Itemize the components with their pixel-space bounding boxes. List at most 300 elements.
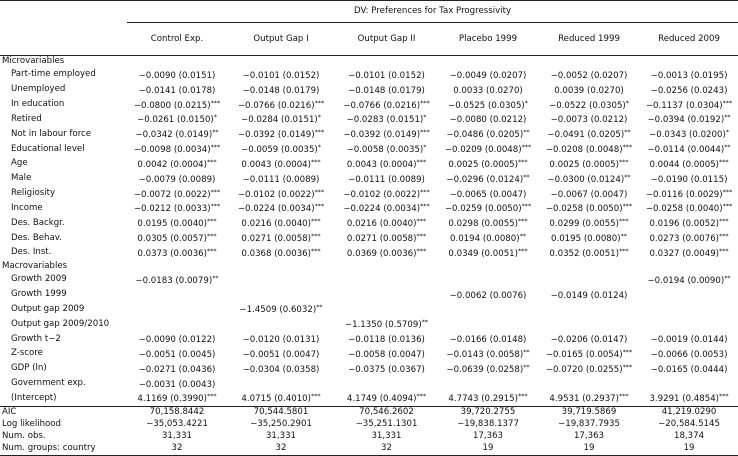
coefficient-cell <box>640 157 738 172</box>
coefficient-cell <box>127 288 227 303</box>
significance-stars: ** <box>523 362 530 371</box>
coefficient-value: −0.0098 (0.0034) <box>133 145 211 156</box>
coefficient-cell <box>640 302 738 317</box>
coefficient-value: −0.0101 (0.0152) <box>348 70 425 81</box>
coefficient-cell <box>640 377 738 392</box>
coefficient-value: −0.0194 (0.0090) <box>647 275 725 286</box>
stats-value: 17,363 <box>573 430 605 441</box>
coefficient-value: −0.0190 (0.0115) <box>650 174 728 185</box>
coefficient-cell <box>538 83 640 98</box>
significance-stars: *** <box>310 217 321 226</box>
coefficient-value: −0.0183 (0.0079) <box>135 275 213 286</box>
significance-stars: * <box>725 128 730 137</box>
coefficient-cell <box>127 112 227 127</box>
coefficient-value: −0.0148 (0.0179) <box>348 85 425 96</box>
coefficient-value: 0.0216 (0.0040) <box>346 219 417 230</box>
significance-stars: *** <box>719 232 729 241</box>
coefficient-value: 0.0305 (0.0057) <box>137 234 207 245</box>
coefficient-cell <box>438 332 538 347</box>
coefficient-cell <box>640 68 738 83</box>
table-row <box>0 317 738 332</box>
significance-stars: * <box>317 143 321 152</box>
coefficient-value: −0.0212 (0.0033) <box>133 204 211 215</box>
significance-stars: *** <box>521 202 532 211</box>
stats-value: 70,546.2602 <box>335 407 438 419</box>
table-row <box>0 112 738 127</box>
coefficient-cell <box>640 288 738 303</box>
row-label: Income <box>11 202 43 213</box>
coefficient-value: −0.0013 (0.0195) <box>650 70 728 81</box>
coefficient-cell <box>127 362 227 377</box>
coefficient-value: −0.0392 (0.0149) <box>237 130 315 141</box>
significance-stars: ** <box>523 347 530 356</box>
coefficient-value: −0.0090 (0.0122) <box>138 335 216 346</box>
coefficient-cell <box>127 98 227 113</box>
coefficient-cell <box>438 68 538 83</box>
significance-stars: *** <box>314 187 325 196</box>
table-row <box>0 142 738 157</box>
dv-title-row <box>0 1 738 23</box>
stats-label: Num. obs. <box>2 430 46 441</box>
table-row <box>0 231 738 246</box>
coefficient-cell <box>227 112 335 127</box>
significance-stars: * <box>625 98 629 107</box>
significance-stars: *** <box>622 362 633 371</box>
coefficient-value: 0.0368 (0.0036) <box>241 248 311 259</box>
coefficient-value: 0.0216 (0.0040) <box>241 219 311 230</box>
coefficient-value: 4.7743 (0.2915) <box>448 394 518 405</box>
coefficient-cell <box>227 332 335 347</box>
coefficient-cell <box>335 302 438 317</box>
coefficient-value: −0.0343 (0.0200) <box>649 130 726 141</box>
coefficient-value: 0.0352 (0.0051) <box>549 248 619 259</box>
coefficient-cell <box>640 246 738 261</box>
row-label: Des. Backgr. <box>11 217 65 228</box>
coefficient-cell <box>127 142 227 157</box>
coefficient-cell <box>335 377 438 392</box>
significance-stars: *** <box>210 187 221 196</box>
coefficient-value: 0.0033 (0.0270) <box>453 85 523 96</box>
coefficient-value: −0.0067 (0.0047) <box>550 189 628 200</box>
section-heading-row <box>0 261 738 273</box>
significance-stars: *** <box>618 246 629 255</box>
stats-value: 39,720.2755 <box>438 407 538 419</box>
significance-stars: *** <box>206 392 217 401</box>
stats-label: AIC <box>0 407 127 419</box>
table-row <box>0 347 738 362</box>
coefficient-value: −0.0208 (0.0048) <box>545 145 623 156</box>
coefficient-value: −0.0720 (0.0255) <box>545 364 623 375</box>
stats-value: 19 <box>640 443 738 455</box>
coefficient-cell <box>538 246 640 261</box>
table-row <box>0 68 738 83</box>
coefficient-cell <box>538 187 640 202</box>
coefficient-value: −0.0375 (0.0367) <box>348 364 425 375</box>
significance-stars: ** <box>519 232 526 241</box>
section-heading-row <box>0 56 738 68</box>
significance-stars: *** <box>310 157 321 166</box>
table-row <box>0 391 738 406</box>
coefficient-value: −0.0296 (0.0124) <box>446 174 524 185</box>
coefficient-cell <box>640 172 738 187</box>
coefficient-cell <box>127 332 227 347</box>
table-row <box>0 302 738 317</box>
coefficient-cell <box>438 83 538 98</box>
coefficient-cell <box>538 201 640 216</box>
coefficient-value: 0.0369 (0.0036) <box>346 248 417 259</box>
coefficient-cell <box>438 246 538 261</box>
significance-stars: *** <box>210 202 221 211</box>
section-heading: Macrovariables <box>2 260 68 271</box>
stats-row <box>0 419 738 431</box>
column-header: Output Gap I <box>227 23 335 56</box>
coefficient-value: −0.0072 (0.0022) <box>133 189 211 200</box>
coefficient-value: −0.0141 (0.0178) <box>138 85 216 96</box>
column-header-blank <box>0 23 127 56</box>
coefficient-value: 4.0715 (0.4010) <box>241 394 311 405</box>
coefficient-value: −0.0051 (0.0047) <box>242 349 320 360</box>
coefficient-value: 0.0039 (0.0270) <box>554 85 624 96</box>
significance-stars: * <box>423 113 427 122</box>
coefficient-cell <box>538 127 640 142</box>
coefficient-cell <box>335 288 438 303</box>
coefficient-cell <box>438 391 538 406</box>
coefficient-cell <box>335 172 438 187</box>
coefficient-value: 4.1749 (0.4094) <box>346 394 417 405</box>
coefficient-value: −0.0300 (0.0124) <box>547 174 625 185</box>
coefficient-cell <box>227 157 335 172</box>
row-label: Not in labour force <box>11 128 92 139</box>
coefficient-value: −0.0165 (0.0054) <box>545 349 623 360</box>
coefficient-cell <box>335 332 438 347</box>
coefficient-value: −0.0271 (0.0436) <box>138 364 216 375</box>
table-row <box>0 288 738 303</box>
coefficient-cell <box>227 302 335 317</box>
table-row <box>0 83 738 98</box>
coefficient-cell <box>640 112 738 127</box>
coefficient-value: −0.0114 (0.0044) <box>647 145 725 156</box>
coefficient-cell <box>127 172 227 187</box>
significance-stars: *** <box>622 143 633 152</box>
coefficient-value: −0.0224 (0.0034) <box>237 204 315 215</box>
coefficient-cell <box>640 273 738 288</box>
coefficient-cell <box>335 362 438 377</box>
coefficient-value: 0.0043 (0.0004) <box>241 159 311 170</box>
stats-row <box>0 443 738 455</box>
coefficient-value: 3.9291 (0.4854) <box>649 394 720 405</box>
significance-stars: *** <box>618 392 629 401</box>
coefficient-value: −0.0066 (0.0053) <box>650 349 728 360</box>
coefficient-cell <box>127 391 227 406</box>
coefficient-cell <box>335 127 438 142</box>
coefficient-cell <box>538 216 640 231</box>
coefficient-value: −0.0258 (0.0040) <box>645 204 723 215</box>
coefficient-value: −0.0120 (0.0131) <box>242 335 320 346</box>
significance-stars: *** <box>722 187 733 196</box>
table-row <box>0 362 738 377</box>
coefficient-cell <box>538 172 640 187</box>
coefficient-value: −0.0065 (0.0047) <box>449 189 527 200</box>
significance-stars: *** <box>310 232 321 241</box>
coefficient-value: −0.0111 (0.0089) <box>242 174 320 185</box>
coefficient-cell <box>227 288 335 303</box>
coefficient-cell <box>227 362 335 377</box>
coefficient-value: 0.0273 (0.0076) <box>649 234 720 245</box>
coefficient-cell <box>438 377 538 392</box>
coefficient-cell <box>438 216 538 231</box>
coefficient-cell <box>640 332 738 347</box>
coefficient-cell <box>227 98 335 113</box>
coefficient-cell <box>438 288 538 303</box>
row-label: Unemployed <box>11 84 66 95</box>
significance-stars: * <box>524 98 528 107</box>
significance-stars: ** <box>724 143 731 152</box>
coefficient-cell <box>438 112 538 127</box>
coefficient-value: −0.0058 (0.0035) <box>346 145 424 156</box>
coefficient-cell <box>538 98 640 113</box>
coefficient-cell <box>335 83 438 98</box>
coefficient-value: −0.0102 (0.0022) <box>343 189 421 200</box>
significance-stars: *** <box>206 246 217 255</box>
coefficient-value: 0.0327 (0.0049) <box>649 248 720 259</box>
column-header: Reduced 2009 <box>640 23 738 56</box>
coefficient-cell <box>127 157 227 172</box>
coefficient-value: −0.0766 (0.0216) <box>237 100 315 111</box>
coefficient-value: −0.0304 (0.0358) <box>242 364 320 375</box>
significance-stars: ** <box>421 318 429 327</box>
stats-value: 70,158.8442 <box>127 407 227 419</box>
coefficient-value: −1.1350 (0.5709) <box>344 320 422 331</box>
coefficient-cell <box>438 317 538 332</box>
coefficient-cell <box>640 216 738 231</box>
coefficient-value: −0.0342 (0.0149) <box>135 130 213 141</box>
table-row <box>0 187 738 202</box>
coefficient-value: −0.0639 (0.0258) <box>446 364 524 375</box>
table-row <box>0 201 738 216</box>
column-header: Placebo 1999 <box>438 23 538 56</box>
coefficient-cell <box>538 347 640 362</box>
stats-value: 31,331 <box>161 430 193 441</box>
stats-value: −19,838.1377 <box>457 419 519 430</box>
significance-stars: *** <box>622 202 633 211</box>
coefficient-cell <box>335 216 438 231</box>
coefficient-value: −0.0491 (0.0205) <box>547 130 625 141</box>
table-row <box>0 157 738 172</box>
significance-stars: *** <box>517 246 528 255</box>
coefficient-cell <box>640 231 738 246</box>
significance-stars: *** <box>314 202 325 211</box>
significance-stars: ** <box>620 232 627 241</box>
coefficient-cell <box>335 246 438 261</box>
section-heading: Microvariables <box>2 56 65 66</box>
significance-stars: ** <box>212 273 219 282</box>
coefficient-value: 0.0373 (0.0036) <box>137 248 207 259</box>
coefficient-cell <box>538 317 640 332</box>
coefficient-cell <box>127 231 227 246</box>
row-label: Output gap 2009/2010 <box>11 318 110 329</box>
coefficient-cell <box>438 127 538 142</box>
coefficient-value: 0.0271 (0.0058) <box>346 234 417 245</box>
row-label: Des. Inst. <box>11 247 52 258</box>
coefficient-cell <box>640 98 738 113</box>
coefficient-value: −0.0209 (0.0048) <box>444 145 522 156</box>
significance-stars: *** <box>210 98 221 107</box>
coefficient-cell <box>640 83 738 98</box>
stats-value: 18,374 <box>673 430 705 441</box>
significance-stars: *** <box>206 217 217 226</box>
row-label: Religiosity <box>11 188 56 199</box>
coefficient-cell <box>438 187 538 202</box>
coefficient-cell <box>227 347 335 362</box>
coefficient-cell <box>227 142 335 157</box>
column-header: Control Exp. <box>127 23 227 56</box>
coefficient-value: −0.0102 (0.0022) <box>237 189 315 200</box>
stats-value: −20,584.5145 <box>658 419 720 430</box>
stats-value: −35,053.4221 <box>146 419 208 430</box>
coefficient-value: 0.0194 (0.0080) <box>450 234 520 245</box>
coefficient-cell <box>335 98 438 113</box>
coefficient-value: −0.0073 (0.0212) <box>550 115 628 126</box>
coefficient-cell <box>127 246 227 261</box>
coefficient-value: −0.0800 (0.0215) <box>133 100 211 111</box>
coefficient-cell <box>127 83 227 98</box>
coefficient-value: 0.0298 (0.0055) <box>448 219 518 230</box>
significance-stars: *** <box>310 246 321 255</box>
significance-stars: *** <box>416 217 427 226</box>
coefficient-cell <box>227 273 335 288</box>
coefficient-cell <box>538 332 640 347</box>
coefficient-value: 0.0025 (0.0005) <box>549 159 619 170</box>
coefficient-cell <box>227 68 335 83</box>
significance-stars: *** <box>416 392 427 401</box>
coefficient-cell <box>335 231 438 246</box>
coefficient-cell <box>538 391 640 406</box>
table-row <box>0 273 738 288</box>
significance-stars: *** <box>618 157 629 166</box>
coefficient-cell <box>438 362 538 377</box>
significance-stars: * <box>213 113 217 122</box>
row-label: GDP (ln) <box>11 363 47 374</box>
coefficient-cell <box>335 68 438 83</box>
coefficient-cell <box>127 302 227 317</box>
significance-stars: ** <box>316 303 323 312</box>
significance-stars: *** <box>420 202 430 211</box>
coefficient-value: 0.0196 (0.0052) <box>649 219 720 230</box>
coefficient-value: −0.0143 (0.0058) <box>446 349 524 360</box>
coefficient-value: −0.0051 (0.0045) <box>138 349 216 360</box>
coefficient-cell <box>538 377 640 392</box>
significance-stars: *** <box>206 157 217 166</box>
stats-value: 31,331 <box>265 430 297 441</box>
coefficient-cell <box>538 302 640 317</box>
significance-stars: *** <box>314 98 325 107</box>
coefficient-value: −0.0486 (0.0205) <box>446 130 524 141</box>
coefficient-value: 0.0043 (0.0004) <box>346 159 417 170</box>
row-label: Age <box>11 158 28 169</box>
coefficient-cell <box>227 201 335 216</box>
table-row <box>0 127 738 142</box>
significance-stars: *** <box>517 157 528 166</box>
coefficient-cell <box>127 377 227 392</box>
coefficient-value: 0.0042 (0.0004) <box>137 159 207 170</box>
significance-stars: *** <box>314 128 325 137</box>
coefficient-cell <box>227 83 335 98</box>
coefficient-cell <box>640 127 738 142</box>
table-row <box>0 332 738 347</box>
row-label: Output gap 2009 <box>11 303 85 314</box>
significance-stars: *** <box>521 143 532 152</box>
stats-value: 19 <box>538 443 640 455</box>
coefficient-value: −0.0261 (0.0150) <box>137 115 214 126</box>
coefficient-value: −0.0525 (0.0305) <box>448 100 525 111</box>
coefficient-cell <box>127 201 227 216</box>
coefficient-value: −0.0031 (0.0043) <box>138 379 216 390</box>
coefficient-cell <box>127 347 227 362</box>
row-label: Retired <box>11 113 42 124</box>
table-row <box>0 98 738 113</box>
coefficient-value: 0.0025 (0.0005) <box>448 159 518 170</box>
coefficient-value: −0.0049 (0.0207) <box>449 70 527 81</box>
significance-stars: *** <box>719 157 729 166</box>
coefficient-cell <box>227 187 335 202</box>
coefficient-cell <box>538 231 640 246</box>
coefficient-value: −0.0166 (0.0148) <box>449 335 527 346</box>
significance-stars: ** <box>523 172 530 181</box>
coefficient-cell <box>438 302 538 317</box>
row-label: Growth 1999 <box>11 289 67 299</box>
coefficient-cell <box>335 142 438 157</box>
significance-stars: *** <box>420 98 430 107</box>
coefficient-cell <box>227 172 335 187</box>
coefficient-value: 0.0195 (0.0080) <box>551 234 621 245</box>
coefficient-cell <box>438 172 538 187</box>
significance-stars: *** <box>416 157 427 166</box>
coefficient-value: −0.0149 (0.0124) <box>550 290 628 301</box>
coefficient-cell <box>335 317 438 332</box>
significance-stars: *** <box>722 202 733 211</box>
stats-value: 32 <box>127 443 227 455</box>
significance-stars: *** <box>210 143 221 152</box>
coefficient-cell <box>640 201 738 216</box>
coefficient-cell <box>438 273 538 288</box>
stats-label: Log likelihood <box>2 419 62 430</box>
table-row <box>0 377 738 392</box>
coefficient-cell <box>227 391 335 406</box>
coefficient-value: −0.0079 (0.0089) <box>138 174 216 185</box>
coefficient-value: −1.4509 (0.6032) <box>239 305 317 316</box>
significance-stars: *** <box>622 347 633 356</box>
coefficient-value: 0.0299 (0.0055) <box>549 219 619 230</box>
coefficient-cell <box>640 362 738 377</box>
coefficient-value: −0.0206 (0.0147) <box>550 335 628 346</box>
coefficient-value: −0.0101 (0.0152) <box>242 70 320 81</box>
coefficient-value: 0.0044 (0.0005) <box>649 159 720 170</box>
coefficient-cell <box>127 216 227 231</box>
significance-stars: *** <box>420 187 430 196</box>
significance-stars: ** <box>724 113 731 122</box>
stats-value: 70,544.5801 <box>227 407 335 419</box>
coefficient-value: −0.0080 (0.0212) <box>449 115 527 126</box>
coefficient-cell <box>335 391 438 406</box>
stats-value: 31,331 <box>371 430 402 441</box>
significance-stars: ** <box>624 172 631 181</box>
table-row <box>0 246 738 261</box>
coefficient-value: 4.1169 (0.3990) <box>137 394 207 405</box>
coefficient-value: 0.0349 (0.0051) <box>448 248 518 259</box>
significance-stars: *** <box>722 98 733 107</box>
row-label: Growth 2009 <box>11 274 67 285</box>
significance-stars: *** <box>420 128 430 137</box>
